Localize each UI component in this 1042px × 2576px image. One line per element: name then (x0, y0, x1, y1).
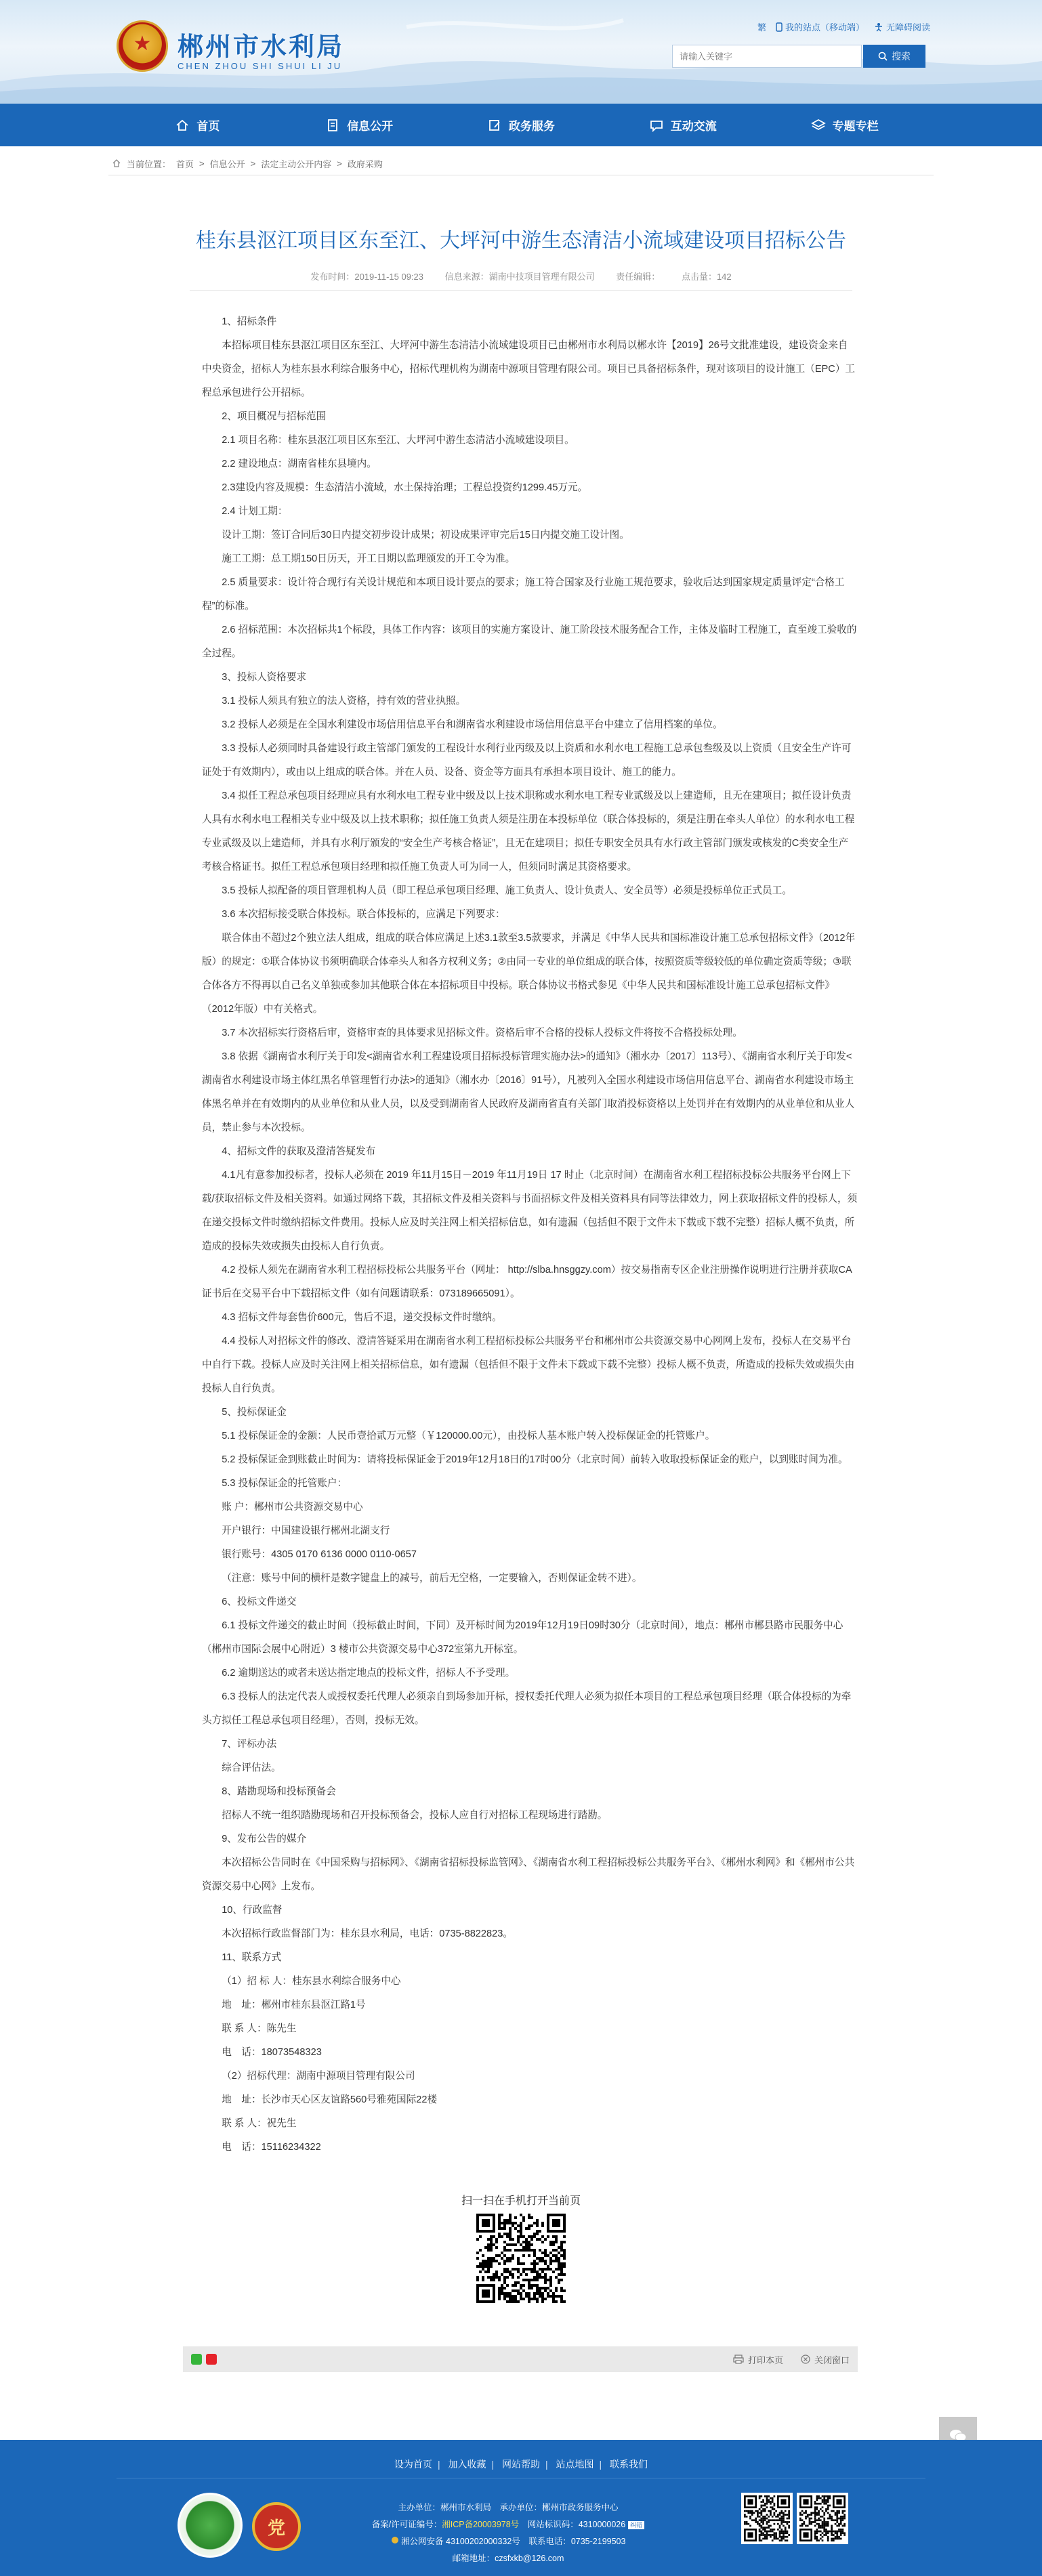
printer-icon (733, 2355, 744, 2364)
article-paragraph: 3.5 投标人拟配备的项目管理机构人员（即工程总承包项目经理、施工负责人、设计负责人、安全员等）必须是投标单位正式员工。 (222, 885, 792, 896)
article-paragraph: 3.6 本次招标接受联合体投标。联合体投标的，应满足下列要求： (222, 909, 505, 920)
top-links (757, 20, 930, 33)
nav-item-special-topics[interactable]: 专题专栏 (764, 104, 925, 146)
icp-link[interactable]: 湘ICP备20003978号 (442, 2520, 520, 2529)
article-paragraph: 4.4 投标人对招标文件的修改、澄清答疑采用在湖南省水利工程招标投标公共服务平台和郴州市公共资源交易中心网网上发布，投标人在交易平台中自行下载。投标人应及时关注网上相关招标信息，如有遗漏（包括但不限于文件未下载或下载不完整）投标人概不负责，所造成的投标失效或损失由投标人自行负责。 (202, 1336, 855, 1394)
wechat-qr-code (741, 2493, 793, 2544)
footer-police-record: 湘公网安备 43100202000332号 联系电话：0735-2199503 (318, 2533, 698, 2550)
close-window-button[interactable]: 关闭窗口 (801, 2353, 850, 2366)
site-header (0, 0, 1042, 104)
article-paragraph: 5、投标保证金 (222, 1407, 287, 1418)
footer-link-bookmark[interactable]: 加入收藏 (448, 2459, 486, 2470)
article-paragraph: 银行账号：4305 0170 6136 0000 0110-0657 (222, 1549, 417, 1560)
accessibility-icon (874, 22, 883, 32)
search-input[interactable] (672, 45, 862, 68)
article-paragraph: 3.8 依据《湖南省水利厅关于印发<湖南省水利工程建设项目招标投标管理实施办法>的通知》（湘水办〔2017〕113号）、《湖南省水利厅关于印发<湖南省水利建设市场主体红黑名单管理暂行办法>的通知》（湘水办〔2016〕91号），凡被列入全国水利建设市场信用信息平台、湖南省水利建设市场主体黑名单并在有效期内的从业单位和从业人员，以及受到湖南省人民政府及湖南省直有关部门取消投标资格以上处罚并在有效期内的从业单位和从业人员，禁止参与本次投标。 (202, 1051, 855, 1133)
article-title: 桂东县沤江项目区东至江、大坪河中游生态清洁小流域建设项目招标公告 (196, 229, 846, 253)
article-paragraph: 电 话：15116234322 (222, 2142, 321, 2153)
article-paragraph: 2.2 建设地点：湖南省桂东县境内。 (222, 459, 377, 469)
breadcrumb-item[interactable]: 首页 (176, 159, 194, 169)
article-paragraph: 9、发布公告的媒介 (222, 1834, 307, 1844)
article-paragraph: 6、投标文件递交 (222, 1597, 297, 1607)
document-icon (325, 118, 340, 133)
click-count: 点击量：142 (681, 272, 732, 282)
article-paragraph: 7、评标办法 (222, 1739, 277, 1750)
article-paragraph: 4.3 招标文件每套售价600元，售后不退，递交投标文件时缴纳。 (222, 1312, 502, 1323)
article-paragraph: 设计工期：签订合同后30日内提交初步设计成果；初设成果评审完后15日内提交施工设计图。 (222, 530, 629, 541)
main-nav (0, 104, 1042, 146)
article-paragraph: 4.2 投标人须先在湖南省水利工程招标投标公共服务平台（网址： http://slba.hnsggzy.com）按交易指南专区企业注册操作说明进行注册并获取CA证书后在交易平台中下载招标文件（如有问题请联系：073189665091）。 (202, 1265, 852, 1299)
phone-icon (776, 22, 783, 32)
article-paragraph: 2.5 质量要求：设计符合现行有关设计规范和本项目设计要点的要求；施工符合国家及行业施工规范要求，验收后达到国家规定质量评定“合格工程”的标准。 (202, 577, 845, 612)
gov-error-correction-icon[interactable]: 纠错 (628, 2521, 644, 2529)
home-icon (175, 118, 190, 133)
article-paragraph: 4.1凡有意参加投标者，投标人必须在 2019 年11月15日－2019 年11月19日 17 时止（北京时间）在湖南省水利工程招标投标公共服务平台网上下载/获取招标文件及相关资料。如通过网络下载，其招标文件及相关资料与书面招标文件及相关资料具有同等法律效力，网上获取招标文件的投标人，须在递交投标文件时缴纳招标文件费用。投标人应及时关注网上相关招标信息，如有遗漏（包括但不限于文件未下载或下载不完整）招标人概不负责，所造成的投标失效或损失由投标人自行负责。 (202, 1170, 858, 1252)
article-paragraph: 4、招标文件的获取及澄清答疑发布 (222, 1146, 376, 1157)
article-paragraph: 3.2 投标人必须是在全国水利建设市场信用信息平台和湖南省水利建设市场信用信息平台中建立了信用档案的单位。 (222, 719, 723, 730)
nav-item-gov-services[interactable]: 政务服务 (440, 104, 602, 146)
article-paragraph: 地 址：郴州市桂东县沤江路1号 (222, 2000, 366, 2010)
police-badge-icon (391, 2536, 399, 2544)
search-icon (878, 51, 888, 61)
chat-icon (649, 118, 664, 133)
location-home-icon (112, 159, 121, 168)
party-org-badge-icon[interactable]: 党 (252, 2502, 301, 2551)
article-paragraph: 3、投标人资格要求 (222, 672, 307, 683)
gov-website-badge-icon[interactable] (178, 2493, 243, 2558)
article-meta (108, 270, 934, 282)
article-paragraph: 2、项目概况与招标范围 (222, 411, 327, 422)
article-paragraph: 施工工期：总工期150日历天，开工日期以监理颁发的开工令为准。 (222, 553, 516, 564)
site-subtitle: CHEN ZHOU SHI SHUI LI JU (178, 61, 343, 71)
article-paragraph: 3.1 投标人须具有独立的法人资格，持有效的营业执照。 (222, 696, 466, 706)
article-paragraph: 2.1 项目名称：桂东县沤江项目区东至江、大坪河中游生态清洁小流域建设项目。 (222, 435, 575, 446)
article-paragraph: 综合评估法。 (222, 1762, 281, 1773)
info-source: 信息来源：湖南中技项目管理有限公司 (444, 272, 595, 282)
national-emblem-icon: ★ (117, 20, 168, 72)
footer-link-set-home[interactable]: 设为首页 (394, 2459, 432, 2470)
weibo-share-icon[interactable] (206, 2354, 217, 2365)
article-paragraph: 电 话：18073548323 (222, 2047, 322, 2058)
article-paragraph: 3.4 拟任工程总承包项目经理应具有水利水电工程专业中级及以上技术职称或水利水电工程专业贰级及以上建造师，且无在建项目；拟任设计负责人具有水利水电工程相关专业中级及以上技术职称；拟任施工负责人须是注册在本投标单位（联合体投标的，须是注册在牵头人单位）的水利水电工程专业贰级及以上建造师，并具有水利厅颁发的“安全生产考核合格证”，且无在建项目；拟任专职安全员具有水行政主管部门颁发或核发的C类安全生产考核合格证书。拟任工程总承包项目经理和拟任施工负责人可为同一人，但须同时满足其资格要求。 (202, 790, 855, 872)
article-paragraph: （2）招标代理：湖南中源项目管理有限公司 (222, 2071, 415, 2082)
article-paragraph: 6.3 投标人的法定代表人或授权委托代理人必须亲自到场参加开标，授权委托代理人必须为拟任本项目的工程总承包项目经理（联合体投标的为牵头方拟任工程总承包项目经理），否则，投标无效。 (202, 1691, 852, 1726)
footer-info (318, 2499, 698, 2567)
traditional-chinese-link[interactable]: 繁 (757, 22, 766, 33)
article-paragraph: 3.3 投标人必须同时具备建设行政主管部门颁发的工程设计水利行业丙级及以上资质和水利水电工程施工总承包叁级及以上资质（且安全生产许可证处于有效期内），或由以上组成的联合体。并在人员、设备、资金等方面具有承担本项目设计、施工的能力。 (202, 743, 852, 778)
breadcrumb-prefix: 当前位置： (127, 159, 171, 169)
article-paragraph: 5.3 投标保证金的托管账户： (222, 1478, 348, 1489)
article-paragraph: 5.2 投标保证金到账截止时间为：请将投标保证金于2019年12月18日的17时00分（北京时间）前转入收取投标保证金的账户，以到账时间为准。 (222, 1454, 848, 1465)
editor: 责任编辑： (616, 272, 661, 282)
article-paragraph: 本招标项目桂东县沤江项目区东至江、大坪河中游生态清洁小流域建设项目已由郴州市水利局以郴水许【2019】26号文批准建设，建设资金来自中央资金，招标人为桂东县水利综合服务中心，招标代理机构为湖南中源项目管理有限公司。项目已具备招标条件，现对该项目的设计施工（EPC）工程总承包进行公开招标。 (202, 340, 856, 398)
nav-item-info-disclosure[interactable]: 信息公开 (278, 104, 440, 146)
article-body (202, 310, 858, 2159)
close-icon (801, 2355, 810, 2364)
article-paragraph: 8、踏勘现场和投标预备会 (222, 1786, 336, 1797)
article-paragraph: 6.2 逾期送达的或者未送达指定地点的投标文件，招标人不予受理。 (222, 1668, 516, 1678)
wechat-share-icon[interactable] (191, 2354, 202, 2365)
article-paragraph: 联 系 人：陈先生 (222, 2023, 297, 2034)
article-paragraph: 地 址：长沙市天心区友谊路560号雅苑国际22楼 (222, 2094, 438, 2105)
article-paragraph: 1、招标条件 (222, 316, 277, 327)
footer-organizer: 主办单位：郴州市水利局 承办单位：郴州市政务服务中心 (398, 2503, 619, 2512)
article-paragraph: （1）招 标 人：桂东县水利综合服务中心 (222, 1976, 401, 1987)
publish-time: 发布时间：2019-11-15 09:23 (310, 272, 424, 282)
print-button[interactable]: 打印本页 (733, 2353, 783, 2366)
edit-icon (487, 118, 502, 133)
article-paragraph: 10、行政监督 (222, 1905, 283, 1916)
footer-links: 设为首页 | 加入收藏 | 网站帮助 | 站点地图 | 联系我们 (394, 2459, 648, 2470)
footer-link-contact[interactable]: 联系我们 (610, 2459, 648, 2470)
nav-item-home[interactable]: 首页 (117, 104, 278, 146)
article-paragraph: 2.3建设内容及规模：生态清洁小流域，水土保持治理；工程总投资约1299.45万元。 (222, 482, 588, 493)
article-paragraph: 本次招标公告同时在《中国采购与招标网》、《湖南省招标投标监管网》、《湖南省水利工程招标投标公共服务平台》、《郴州水利网》和《郴州市公共资源交易中心网》上发布。 (202, 1857, 855, 1892)
page-qr-code (476, 2214, 566, 2303)
article-paragraph: 账 户：郴州市公共资源交易中心 (222, 1502, 363, 1513)
article-paragraph: 2.6 招标范围：本次招标共1个标段，具体工作内容：该项目的实施方案设计、施工阶段技术服务配合工作，主体及临时工程施工，直至竣工验收的全过程。 (202, 625, 857, 659)
article-tools-bar (183, 2346, 858, 2372)
accessibility-link[interactable]: 无障碍阅读 (874, 20, 930, 33)
footer-email: 邮箱地址：czsfxkb@126.com (452, 2554, 564, 2563)
mobile-site-link[interactable]: 我的站点（移动端） (776, 20, 864, 33)
nav-item-interaction[interactable]: 互动交流 (602, 104, 764, 146)
footer-icp: 备案/许可证编号：湘ICP备20003978号 网站标识码：4310000026 纠错 (318, 2516, 698, 2533)
article-paragraph: 3.7 本次招标实行资格后审，资格审查的具体要求见招标文件。资格后审不合格的投标人投标文件将按不合格投标处理。 (222, 1028, 743, 1038)
breadcrumb-item[interactable]: 信息公开 (209, 159, 245, 169)
article-paragraph: 联 系 人：祝先生 (222, 2118, 297, 2129)
article-paragraph: 6.1 投标文件递交的截止时间（投标截止时间，下同）及开标时间为2019年12月19日09时30分（北京时间），地点：郴州市郴县路市民服务中心（郴州市国际会展中心附近）3 楼市公共资源交易中心372室第九开标室。 (202, 1620, 843, 1655)
article-paragraph: 2.4 计划工期： (222, 506, 288, 517)
article-paragraph: 开户银行：中国建设银行郴州北湖支行 (222, 1525, 390, 1536)
breadcrumb-item[interactable]: 法定主动公开内容 (261, 159, 332, 169)
breadcrumb-item[interactable]: 政府采购 (347, 159, 383, 169)
breadcrumb: 当前位置： 首页 > 信息公开 > 法定主动公开内容 > 政府采购 (108, 152, 934, 175)
article-paragraph: 5.1 投标保证金的金额：人民币壹拾贰万元整（￥120000.00元），由投标人基本账户转入投标保证金的托管账户。 (222, 1431, 715, 1441)
divider (190, 290, 852, 291)
footer-link-sitemap[interactable]: 站点地图 (556, 2459, 594, 2470)
search-button[interactable]: 搜索 (863, 45, 925, 68)
layers-icon (811, 118, 826, 133)
article-paragraph: 本次招标行政监督部门为：桂东县水利局，电话：0735-8822823。 (222, 1928, 513, 1939)
article-paragraph: 联合体由不超过2个独立法人组成，组成的联合体应满足上述3.1款至3.5款要求，并满足《中华人民共和国标准设计施工总承包招标文件》（2012年版）的规定：①联合体协议书须明确联合体牵头人和各方权利义务；②由同一专业的单位组成的联合体，按照资质等级较低的单位确定资质等级；③联合体各方不得再以自己名义单独或参加其他联合体在本招标项目中投标。联合体协议书格式参见《中华人民共和国标准设计施工总承包招标文件》（2012年版）中有关格式。 (202, 933, 856, 1015)
article-paragraph: （注意：账号中间的横杆是数字键盘上的减号，前后无空格，一定要输入，否则保证金转不进）。 (222, 1573, 642, 1584)
qr-caption: 扫一扫在手机打开当前页 (461, 2195, 581, 2207)
site-footer (0, 2440, 1042, 2576)
app-qr-code (797, 2493, 848, 2544)
footer-link-help[interactable]: 网站帮助 (502, 2459, 540, 2470)
article-paragraph: 招标人不统一组织踏勘现场和召开投标预备会，投标人应自行对招标工程现场进行踏勘。 (222, 1810, 608, 1821)
article-paragraph: 11、联系方式 (222, 1952, 282, 1963)
site-title[interactable]: 郴州市水利局 (178, 31, 345, 62)
